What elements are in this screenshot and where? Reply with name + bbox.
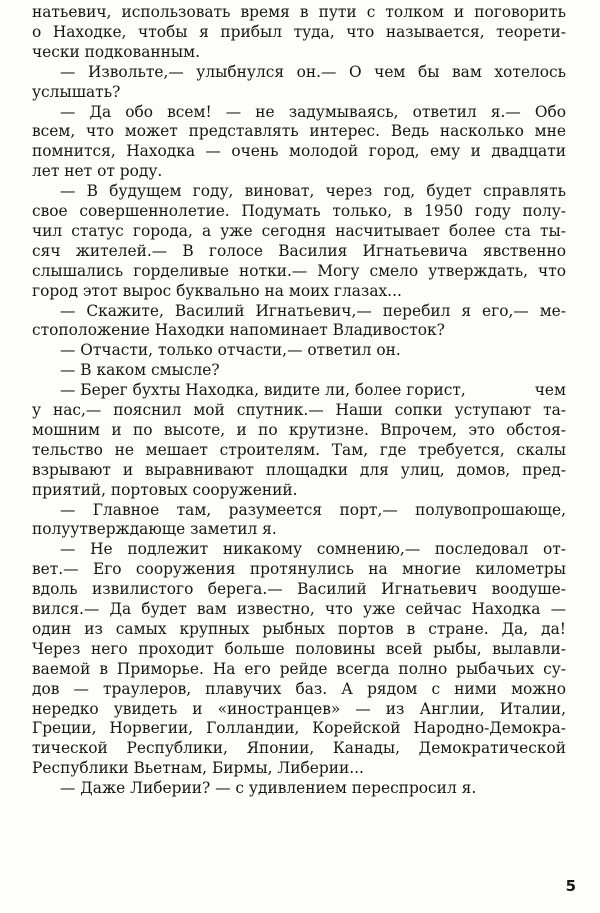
text-line: полуутверждающе заметил я. [32,520,277,539]
text-line: — Берег бухты Находка, видите ли, более горист, [60,381,466,400]
text-line: ваемой в Приморье. На его рейде всегда полно рыбачьих су- [32,659,566,678]
text-line: тельство не мешает строителям. Там, где требуется, скалы [32,440,566,459]
text-line: — Даже Либерии? — с удивлением переспросил я. [60,779,477,798]
text-line: натьевич, использовать время в пути с толком и поговорить [32,3,566,21]
text-line: всем, что может представлять интерес. Ведь насколько мне [32,122,566,141]
text-line: — Да обо всем! — не задумываясь, ответил я.— Обо [60,102,566,121]
text-line: — Отчасти, только отчасти,— ответил он. [60,341,401,360]
text-line: слышались горделивые нотки.— Могу смело утверждать, что [32,261,566,280]
text-line: чески подкованным. [32,42,201,61]
text-line: Греции, Норвегии, Голландии, Корейской Народно-Демокра- [32,719,566,738]
text-line: услышать? [32,82,121,101]
text-line: тической Республики, Японии, Канады, Демократической [32,739,566,758]
text-line: вился.— Да будет вам известно, что уже сейчас Находка — [32,600,566,618]
text-line: сяч жителей.— В голосе Василия Игнатьевича явственно [32,241,566,260]
text-line: — В будущем году, виноват, через год, будет справлять [60,182,566,201]
text-line: нередко увидеть и «иностранцев» — из Англии, Италии, [32,699,566,718]
text-line: приятий, портовых сооружений. [32,480,298,499]
page-number: 5 [565,877,576,895]
text-line: свое совершеннолетие. Подумать только, в 1950 году полу- [32,202,566,220]
text-line: — Не подлежит никакому сомнению,— последовал от- [60,540,566,559]
text-line: у нас,— пояснил мой спутник.— Наши сопки уступают та- [32,401,566,419]
text-line: взрывают и выравнивают площадки для улиц, домов, пред- [32,460,566,479]
text-line: помнится, Находка — очень молодой город, ему и двадцати [32,142,566,161]
text-line: город этот вырос буквально на моих глазах... [32,281,402,300]
text-line: о Находке, чтобы я прибыл туда, что называется, теорети- [32,22,566,41]
text-line: — Извольте,— улыбнулся он.— О чем бы вам хотелось [60,62,566,81]
text-line: вдоль извилистого берега.— Василий Игнатьевич воодуше- [32,580,566,599]
text-line: лет нет от роду. [32,162,163,181]
text-line: стоположение Находки напоминает Владивосток? [32,321,445,340]
text-line: — В каком смысле? [60,361,220,380]
text-line: вет.— Его сооружения протянулись на многие километры [32,560,566,579]
text-line-tail: чем [534,381,566,400]
text-line: мошним и по высоте, и по крутизне. Впрочем, это обстоя- [32,420,566,439]
text-line: один из самых крупных рыбных портов в стране. Да, да! [32,619,566,638]
text-line: дов — траулеров, плавучих баз. А рядом с ними можно [32,679,566,698]
text-line: Республики Вьетнам, Бирмы, Либерии... [32,759,364,778]
text-line: Через него проходит больше половины всей рыбы, вылавли- [32,639,566,658]
text-line: — Скажите, Василий Игнатьевич,— перебил я его,— ме- [60,301,566,320]
text-line: — Главное там, разумеется порт,— полувопрошающе, [60,500,566,519]
text-line: чил статус города, а уже сегодня насчитывает более ста ты- [32,221,566,240]
